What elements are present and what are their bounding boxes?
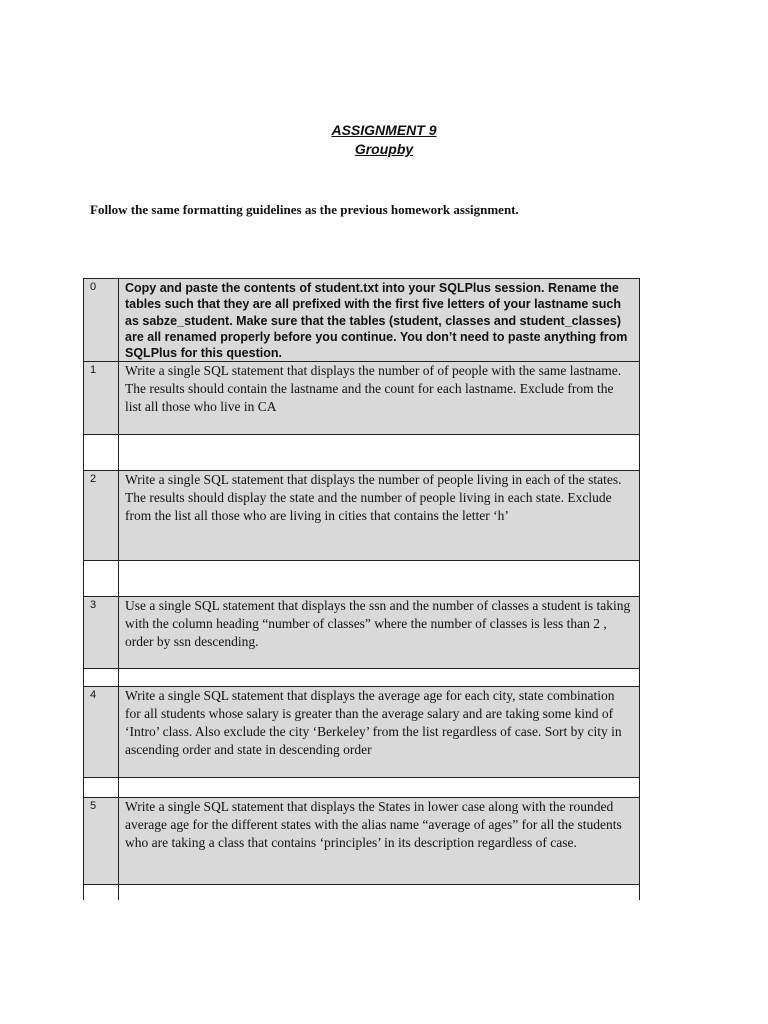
question-text: Write a single SQL statement that displays the number of of people with the same lastname. The results should contain the lastname and the count for each lastname. Exclude from the list all those who live in CA — [119, 362, 640, 435]
question-text: Write a single SQL statement that displays the average age for each city, state combination for all students whose salary is greater than the average salary and are taking some kind of ‘Intro’ class. Also exclude the city ‘Berkeley’ from the list regardless of case. Sort by city in ascending order and state in descending order — [119, 687, 640, 778]
question-row-5 — [84, 798, 640, 885]
question-number: 2 — [84, 471, 119, 561]
answer-cell — [119, 885, 640, 900]
answer-cell — [119, 561, 640, 597]
question-number: 3 — [84, 597, 119, 669]
answer-number-cell — [84, 778, 119, 798]
question-text: Use a single SQL statement that displays the ssn and the number of classes a student is taking with the column heading “number of classes” where the number of classes is less than 2 , order by ssn descending. — [119, 597, 640, 669]
assignment-subtitle: Groupby — [354, 141, 414, 157]
answer-row-3 — [84, 669, 640, 687]
answer-cell — [119, 435, 640, 471]
answer-row-1 — [84, 435, 640, 471]
answer-row-4 — [84, 778, 640, 798]
answer-row-2 — [84, 561, 640, 597]
questions-table — [83, 278, 640, 900]
question-row-3 — [84, 597, 640, 669]
question-row-0 — [84, 279, 640, 362]
answer-number-cell — [84, 435, 119, 471]
question-text: Write a single SQL statement that displays the number of people living in each of the states. The results should display the state and the number of people living in each state. Exclude from the list all those who are living in cities that contains the letter ‘h’ — [119, 471, 640, 561]
answer-number-cell — [84, 669, 119, 687]
title-block — [0, 121, 768, 159]
instructions-text: Follow the same formatting guidelines as the previous homework assignment. — [90, 202, 519, 217]
answer-number-cell — [84, 885, 119, 900]
assignment-title: ASSIGNMENT 9 — [331, 122, 437, 138]
question-row-1 — [84, 362, 640, 435]
question-number: 4 — [84, 687, 119, 778]
question-text: Write a single SQL statement that displays the States in lower case along with the rounded average age for the different states with the alias name “average of ages” for all the students who are taking a class that contains ‘principles’ in its description regardless of case. — [119, 798, 640, 885]
question-number: 5 — [84, 798, 119, 885]
question-text: Copy and paste the contents of student.txt into your SQLPlus session. Rename the tables such that they are all prefixed with the first five letters of your lastname such as sabze_student. Make sure that the tables (student, classes and student_classes) are all renamed properly before you continue. You don’t need to paste anything from SQLPlus for this question. — [119, 279, 640, 362]
answer-row-5 — [84, 885, 640, 900]
question-number: 0 — [84, 279, 119, 362]
answer-cell — [119, 669, 640, 687]
question-row-4 — [84, 687, 640, 778]
question-row-2 — [84, 471, 640, 561]
answer-number-cell — [84, 561, 119, 597]
answer-cell — [119, 778, 640, 798]
question-number: 1 — [84, 362, 119, 435]
